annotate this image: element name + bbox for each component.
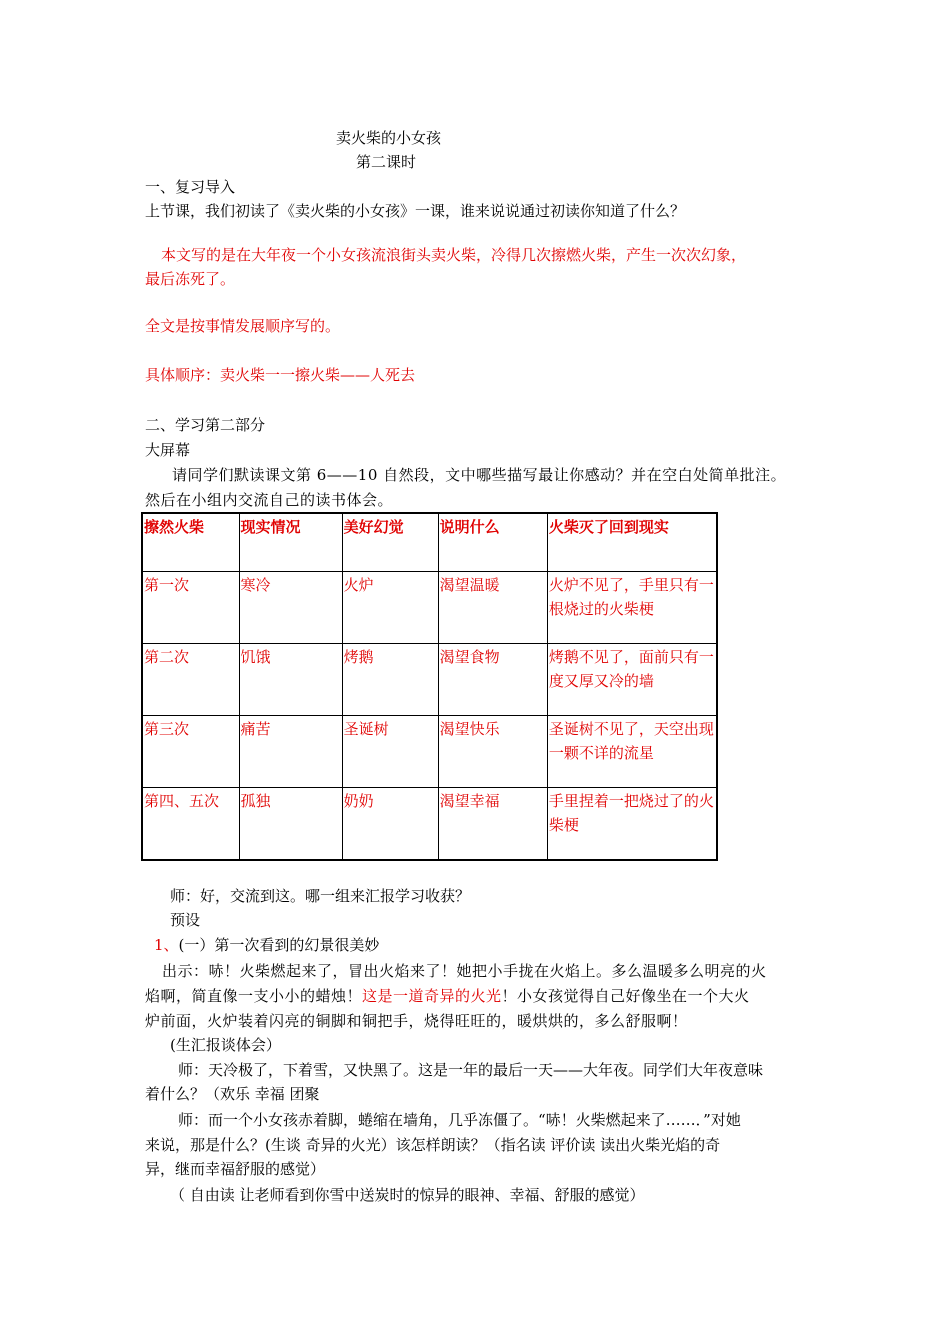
section2-heading: 二、学习第二部分 — [145, 416, 266, 434]
answer-line-1: 本文写的是在大年夜一个小女孩流浪街头卖火柴，冷得几次擦燃火柴，产生一次次幻象， — [161, 246, 747, 264]
table-cell: 痛苦 — [239, 716, 342, 788]
table-cell: 寒冷 — [239, 572, 342, 644]
order-note: 全文是按事情发展顺序写的。 — [145, 317, 341, 335]
screen-label: 大屏幕 — [145, 441, 191, 459]
table-cell: 渴望幸福 — [438, 788, 547, 861]
table-header-cell: 说明什么 — [438, 513, 547, 572]
table-cell: 烤鹅 — [342, 644, 438, 716]
preset-label: 预设 — [170, 911, 201, 929]
table-header-cell: 擦然火柴 — [142, 513, 239, 572]
teacher-line-3a: 师：而一个小女孩赤着脚，蜷缩在墙角，几乎冻僵了。“哧！火柴燃起来了……．”对她 — [178, 1111, 741, 1129]
show-line-2 — [145, 986, 750, 1006]
table-cell: 圣诞树不见了，天空出现一颗不详的流星 — [547, 716, 717, 788]
instruction-line-2: 然后在小组内交流自己的读书体会。 — [145, 491, 394, 509]
table-cell: 饥饿 — [239, 644, 342, 716]
show-line-2-b: ！小女孩觉得自己好像坐在一个大火 — [501, 987, 750, 1005]
table-cell: 圣诞树 — [342, 716, 438, 788]
point-1-text: (一）第一次看到的幻景很美妙 — [178, 936, 380, 954]
table-header-cell: 现实情况 — [239, 513, 342, 572]
instruction-line-1: 请同学们默读课文第 6——10 自然段，文中哪些描写最让你感动？并在空白处简单批注。 — [172, 466, 787, 484]
point-1-number: 1、 — [154, 936, 179, 954]
free-read-line: （ 自由读 让老师看到你雪中送炭时的惊异的眼神、幸福、舒服的感觉） — [170, 1186, 645, 1204]
student-talk: (生汇报谈体会） — [170, 1036, 281, 1054]
table-header-cell: 美好幻觉 — [342, 513, 438, 572]
table-row — [142, 716, 717, 788]
table-cell: 火炉 — [342, 572, 438, 644]
page-subtitle: 第二课时 — [356, 153, 417, 171]
teacher-line-3b: 来说，那是什么？(生谈 奇异的火光）该怎样朗读？（指名读 评价读 读出火柴光焰的奇 — [145, 1136, 721, 1154]
table-row — [142, 788, 717, 861]
table-cell: 第一次 — [142, 572, 239, 644]
show-line-2-a: 焰啊，简直像一支小小的蜡烛！ — [145, 987, 363, 1005]
table-cell: 孤独 — [239, 788, 342, 861]
teacher-line-2a: 师：天冷极了，下着雪，又快黑了。这是一年的最后一天——大年夜。同学们大年夜意味 — [178, 1061, 764, 1079]
table-cell: 第二次 — [142, 644, 239, 716]
show-line-3: 炉前面，火炉装着闪亮的铜脚和铜把手，烧得旺旺的，暖烘烘的，多么舒服啊！ — [145, 1012, 688, 1030]
table-header-row — [142, 513, 717, 572]
table-cell: 手里捏着一把烧过了的火柴梗 — [547, 788, 717, 861]
show-line-2-highlight: 这是一道奇异的火光 — [362, 987, 502, 1005]
page-title: 卖火柴的小女孩 — [336, 129, 442, 147]
teacher-line-1: 师：好，交流到这。哪一组来汇报学习收获？ — [170, 887, 471, 905]
point-1 — [154, 935, 379, 955]
section1-heading: 一、复习导入 — [145, 178, 236, 196]
review-question: 上节课，我们初读了《卖火柴的小女孩》一课，谁来说说通过初读你知道了什么？ — [145, 202, 686, 220]
sequence-note: 具体顺序：卖火柴一一擦火柴——人死去 — [145, 366, 416, 384]
show-line-1: 出示：哧！火柴燃起来了，冒出火焰来了！她把小手拢在火焰上。多么温暖多么明亮的火 — [162, 962, 767, 980]
teacher-line-2b: 着什么？（欢乐 幸福 团聚 — [145, 1085, 320, 1103]
table-cell: 渴望快乐 — [438, 716, 547, 788]
table-cell: 火炉不见了，手里只有一根烧过的火柴梗 — [547, 572, 717, 644]
table-cell: 渴望食物 — [438, 644, 547, 716]
table-row — [142, 572, 717, 644]
table-cell: 渴望温暖 — [438, 572, 547, 644]
teacher-line-3c: 异，继而幸福舒服的感觉） — [145, 1160, 326, 1178]
table-row — [142, 644, 717, 716]
table-cell: 烤鹅不见了，面前只有一度又厚又冷的墙 — [547, 644, 717, 716]
answer-line-2: 最后冻死了。 — [145, 270, 236, 288]
table-cell: 第三次 — [142, 716, 239, 788]
table-header-cell: 火柴灭了回到现实 — [547, 513, 717, 572]
match-strike-table — [141, 512, 718, 861]
table-cell: 第四、五次 — [142, 788, 239, 861]
table-cell: 奶奶 — [342, 788, 438, 861]
